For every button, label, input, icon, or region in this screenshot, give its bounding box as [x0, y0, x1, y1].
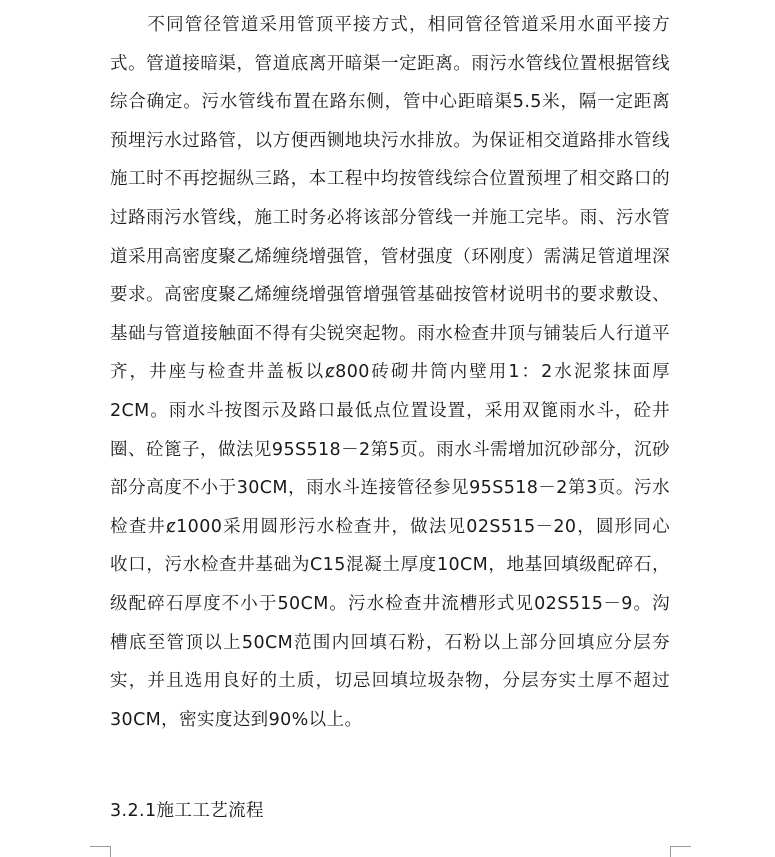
- page-corner-mark-left: [90, 846, 111, 857]
- section-heading: 3.2.1施工工艺流程: [110, 801, 264, 821]
- body-paragraph: 不同管径管道采用管顶平接方式，相同管径管道采用水面平接方式。管道接暗渠，管道底离开暗渠一定距离。雨污水管线位置根据管线综合确定。污水管线布置在路东侧，管中心距暗渠5.5米，隔一定距离预埋污水过路管，以方便西铡地块污水排放。为保证相交道路排水管线施工时不再挖掘纵三路，本工程中均按管线综合位置预埋了相交路口的过路雨污水管线，施工时务必将该部分管线一并施工完毕。雨、污水管道采用高密度聚乙烯缠绕增强管，管材强度（环刚度）需满足管道埋深要求。高密度聚乙烯缠绕增强管增强管基础按管材说明书的要求敷设、基础与管道接触面不得有尖锐突起物。雨水检查井顶与铺装后人行道平齐，井座与检查井盖板以ȼ800砖砌井筒内壁用1：2水泥浆抹面厚2CM。雨水斗按图示及路口最低点位置设置，采用双篦雨水斗，砼井圈、砼篦子，做法见95S518－2第5页。雨水斗需增加沉砂部分，沉砂部分高度不小于30CM，雨水斗连接管径参见95S518－2第3页。污水检查井ȼ1000采用圆形污水检查井，做法见02S515－20，圆形同心收口，污水检查井基础为C15混凝土厚度10CM，地基回填级配碎石，级配碎石厚度不小于50CM。污水检查井流槽形式见02S515－9。沟槽底至管顶以上50CM范围内回填石粉，石粉以上部分回填应分层夯实，并且选用良好的土质，切忌回填垃圾杂物，分层夯实土厚不超过30CM，密实度达到90%以上。: [110, 15, 670, 730]
- page-corner-mark-right: [670, 846, 691, 857]
